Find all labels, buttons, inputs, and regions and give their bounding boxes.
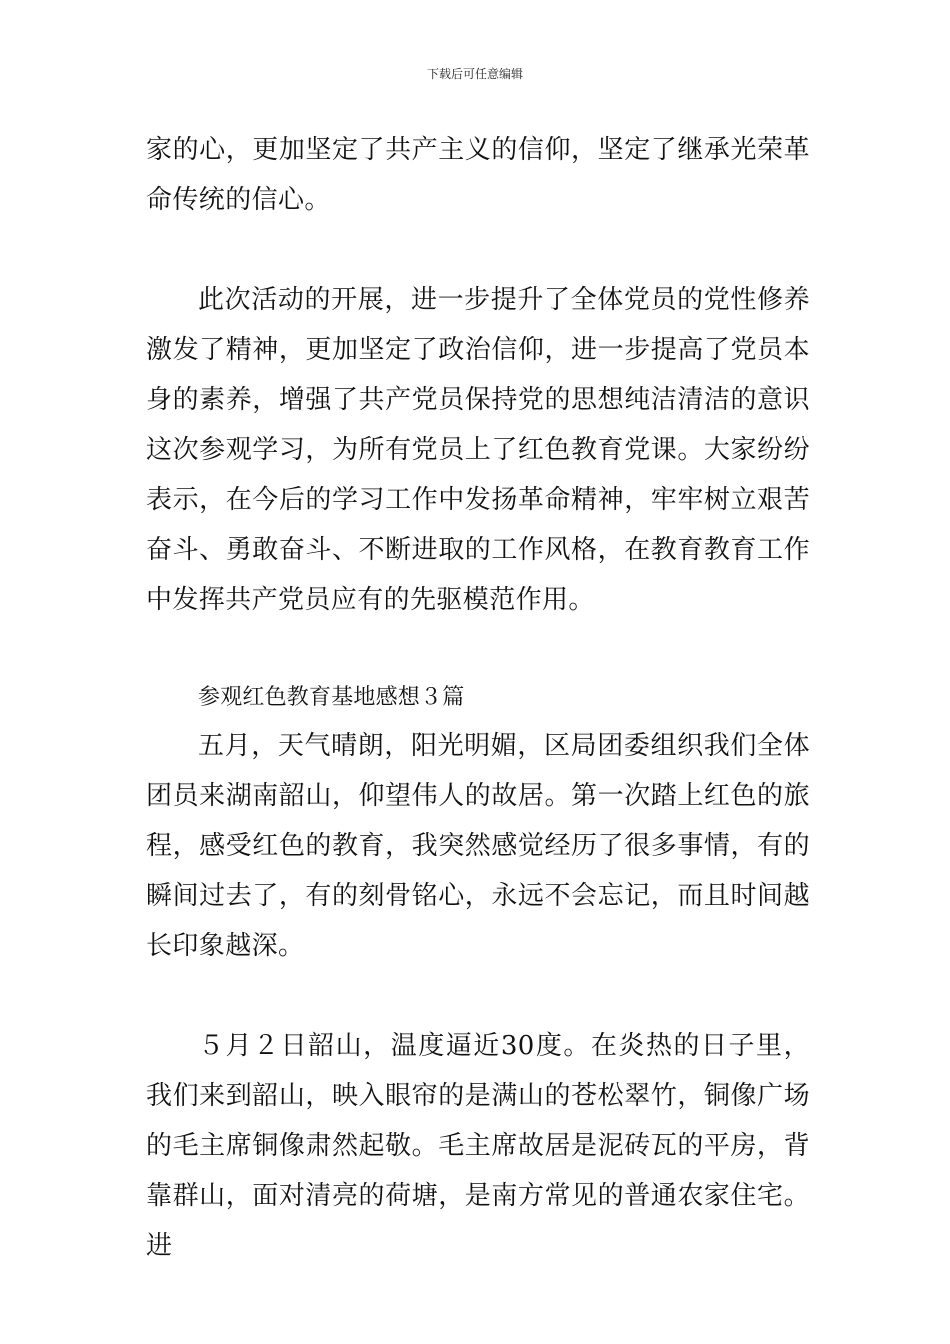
paragraph-activity-summary: 此次活动的开展，进一步提升了全体党员的党性修养激发了精神，更加坚定了政治信仰，进一步提高了党员本身的素养，增强了共产党员保持党的思想纯洁清洁的意识这次参观学习，为所有党员上了红色教育党课。大家纷纷表示，在今后的学习工作中发扬革命精神，牢牢树立艰苦奋斗、勇敢奋斗、不断进取的工作风格，在教育教育工作中发挥共产党员应有的先驱模范作用。 xyxy=(146,285,810,615)
paragraph-shaoshan-visit: ５月２日韶山，温度逼近30度。在炎热的日子里，我们来到韶山，映入眼帘的是满山的苍松翠竹，铜像广场的毛主席铜像肃然起敬。毛主席故居是泥砖瓦的平房，背靠群山，面对清亮的荷塘，是南方常见的普通农家住宅。进 xyxy=(146,1031,810,1261)
page-header: 下载后可任意编辑 xyxy=(426,67,523,81)
section-heading: 参观红色教育基地感想３篇 xyxy=(198,685,465,710)
document-body xyxy=(146,125,810,1271)
paragraph-may-trip: 五月，天气晴朗，阳光明媚，区局团委组织我们全体团员来湖南韶山，仰望伟人的故居。第一次踏上红色的旅程，感受红色的教育，我突然感觉经历了很多事情，有的瞬间过去了，有的刻骨铭心，永远不会忘记，而且时间越长印象越深。 xyxy=(146,731,810,961)
paragraph-continuation: 家的心，更加坚定了共产主义的信仰，坚定了继承光荣革命传统的信心。 xyxy=(146,135,810,215)
